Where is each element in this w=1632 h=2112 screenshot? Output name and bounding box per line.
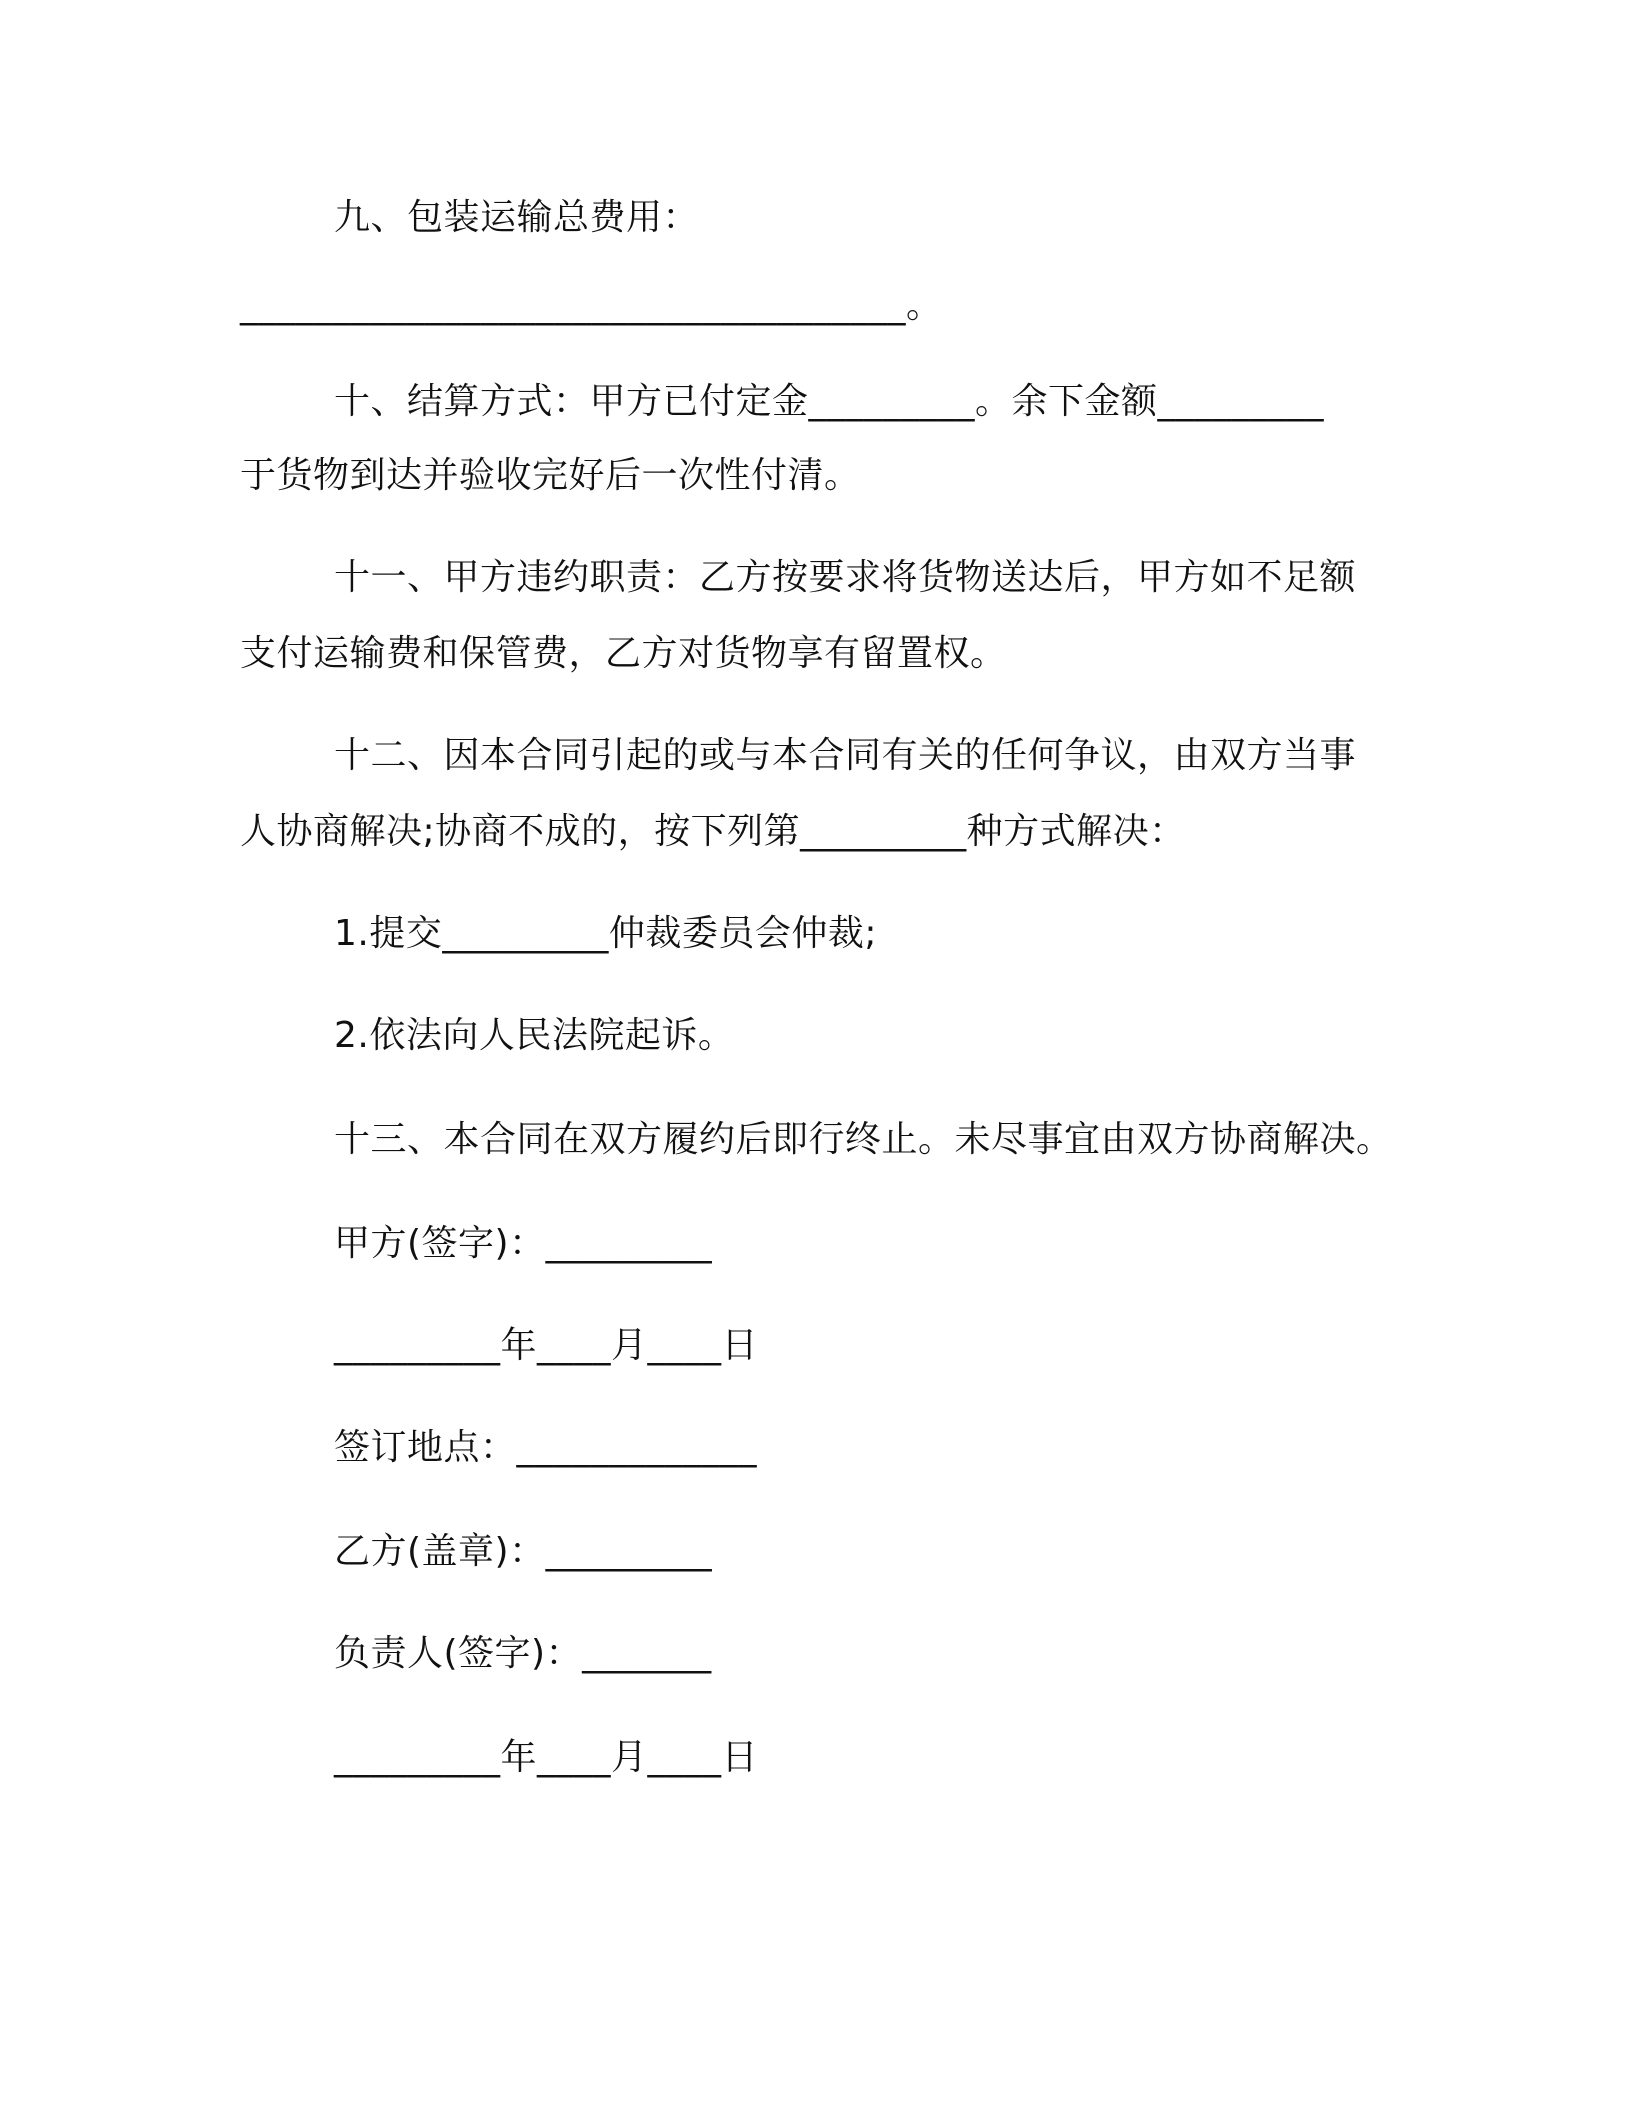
clause-11-line-2: 支付运输费和保管费，乙方对货物享有留置权。	[240, 633, 1007, 674]
signing-location: 签订地点：_____________	[334, 1427, 758, 1468]
party-a-signature: 甲方(签字)：_________	[334, 1223, 713, 1264]
clause-11-line-1: 十一、甲方违约职责：乙方按要求将货物送达后，甲方如不足额	[334, 557, 1357, 598]
clause-12-line-2: 人协商解决;协商不成的，按下列第_________种方式解决：	[240, 811, 1186, 852]
party-a-date: _________年____月____日	[334, 1325, 758, 1366]
clause-10-line-1: 十、结算方式：甲方已付定金_________。余下金额_________	[334, 381, 1325, 422]
party-b-date: _________年____月____日	[334, 1737, 758, 1778]
clause-12-line-1: 十二、因本合同引起的或与本合同有关的任何争议，由双方当事	[334, 735, 1357, 776]
party-b-seal: 乙方(盖章)：_________	[334, 1531, 713, 1572]
clause-9-title: 九、包装运输总费用：	[334, 197, 700, 238]
clause-9-blank-line: ____________________________________。	[240, 285, 943, 326]
dispute-option-1: 1.提交_________仲裁委员会仲裁;	[334, 913, 877, 954]
clause-13-line: 十三、本合同在双方履约后即行终止。未尽事宜由双方协商解决。	[334, 1119, 1393, 1160]
dispute-option-2: 2.依法向人民法院起诉。	[334, 1015, 735, 1056]
clause-10-line-2: 于货物到达并验收完好后一次性付清。	[240, 455, 861, 496]
responsible-person-signature: 负责人(签字)：_______	[334, 1633, 712, 1674]
